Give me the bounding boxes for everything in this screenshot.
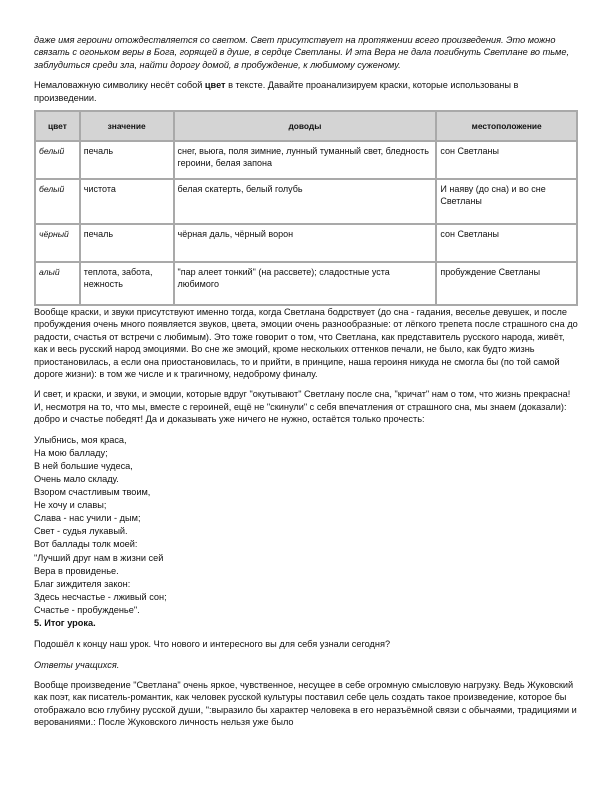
cell-meaning: теплота, забота, нежность	[81, 263, 173, 304]
lead-text-before: Немаловажную символику несёт собой	[34, 80, 205, 91]
table-row	[36, 180, 576, 223]
poem-line: Слава - нас учили - дым;	[34, 513, 141, 524]
cell-place: пробуждение Светланы	[437, 263, 576, 304]
cell-place: сон Светланы	[437, 142, 576, 178]
cell-evidence: чёрная даль, чёрный ворон	[175, 225, 436, 261]
poem-line: Благ зиждителя закон:	[34, 578, 131, 589]
poem-line: Взором счастливым твоим,	[34, 487, 151, 498]
poem-line: Не хочу и славы;	[34, 500, 107, 511]
table-header-row	[36, 112, 576, 140]
lead-bold-word: цвет	[204, 80, 226, 91]
cell-color: чёрный	[36, 225, 79, 261]
cell-evidence: белая скатерть, белый голубь	[175, 180, 436, 223]
cell-place: И наяву (до сна) и во сне Светланы	[437, 180, 576, 223]
poem-line: В ней большие чудеса,	[34, 460, 133, 471]
table-row	[36, 263, 576, 304]
cell-meaning: печаль	[81, 225, 173, 261]
header-color: цвет	[36, 112, 79, 140]
answers-label: Ответы учащихся.	[34, 659, 120, 670]
cell-place: сон Светланы	[437, 225, 576, 261]
poem-line: Вера в провиденье.	[34, 565, 119, 576]
header-meaning: значение	[81, 112, 173, 140]
lead-paragraph	[34, 79, 578, 104]
poem-line: Очень мало складу.	[34, 473, 119, 484]
color-symbolism-table	[34, 110, 578, 306]
poem-line: "Лучший друг нам в жизни сей	[34, 552, 164, 563]
poem-line: На мою балладу;	[34, 447, 108, 458]
poem-line: Вот баллады толк моей:	[34, 539, 138, 550]
cell-evidence: "пар алеет тонкий" (на рассвете); сладостные уста любимого	[175, 263, 436, 304]
cell-color: алый	[36, 263, 79, 304]
header-evidence: доводы	[175, 112, 436, 140]
cell-color: белый	[36, 142, 79, 178]
body-paragraph-light: И свет, и краски, и звуки, и эмоции, которые вдруг "окутывают" Светлану после сна, "кричат" нам о том, что жизнь прекрасна! И, несмотря на то, что мы, вместе с героиней, ещё не "скинули" с себя впечатления от страшного сна, мы знаем (доказали): добро и счастье победят! Да и доказывать уже ничего не нужно, остаётся только прочесть:	[34, 389, 571, 425]
table-row	[36, 142, 576, 178]
poem-line: Свет - судья лукавый.	[34, 526, 128, 537]
cell-evidence: снег, вьюга, поля зимние, лунный туманный свет, бледность героини, белая запона	[175, 142, 436, 178]
poem-line: Здесь несчастье - лживый сон;	[34, 591, 167, 602]
poem-line: Улыбнись, моя краса,	[34, 434, 127, 445]
cell-meaning: печаль	[81, 142, 173, 178]
section-heading-summary: 5. Итог урока.	[34, 618, 96, 628]
poem-quote	[34, 434, 578, 630]
cell-meaning: чистота	[81, 180, 173, 223]
table-row	[36, 225, 576, 261]
body-paragraph-conclusion: Вообще произведение "Светлана" очень яркое, чувственное, несущее в себе огромную смысловую нагрузку. Ведь Жуковский как поэт, как писатель-романтик, как человек русской культуры поставил себе цель создать такое произведение, которое бы отображало всю глубину русской души, ":выразило бы характер человека в его неразъёмной связи с обычаями, традициями и верованиями.: После Жуковского личность нельзя уже было	[34, 679, 577, 728]
document-page	[34, 34, 578, 729]
body-paragraph-emotions: Вообще краски, и звуки присутствуют именно тогда, когда Светлана бодрствует (до сна - гадания, веселье девушек, и после пробуждения очень много появляется звуков, цвета, эмоции очень разнообразные: от лёгкого трепета после страшного сна до радости, счастья от встречи с любимым). Это тоже говорит о том, что Светлана, как представитель русского народа, живёт, как и весь русский народ эмоциями. Во сне же эмоций, кроме нескольких оттенков печали, не было, как будто жизнь приостановилась, а если она приостановилась, то и прийти, в принципе, наша героиня никуда не смогла бы (по той самой дороге жизни): в том же числе и к трагичному, недоброму финалу.	[34, 307, 578, 380]
question-paragraph: Подошёл к концу наш урок. Что нового и интересного вы для себя узнали сегодня?	[34, 639, 391, 650]
cell-color: белый	[36, 180, 79, 223]
lead-text-after: в тексте. Давайте проанализируем краски, которые использованы в произведении.	[34, 80, 519, 103]
header-place: местоположение	[437, 112, 576, 140]
intro-paragraph: даже имя героини отождествляется со светом. Свет присутствует на протяжении всего произведения. Это можно связать с огоньком веры в Бога, горящей в душе, в сердце Светланы. И эта Вера не дала погибнуть Светлане во тьме, заблудиться среди зла, найти дорогу домой, в пробуждение, к любимому суженому.	[34, 35, 570, 70]
poem-line: Счастье - пробужденье".	[34, 604, 140, 615]
